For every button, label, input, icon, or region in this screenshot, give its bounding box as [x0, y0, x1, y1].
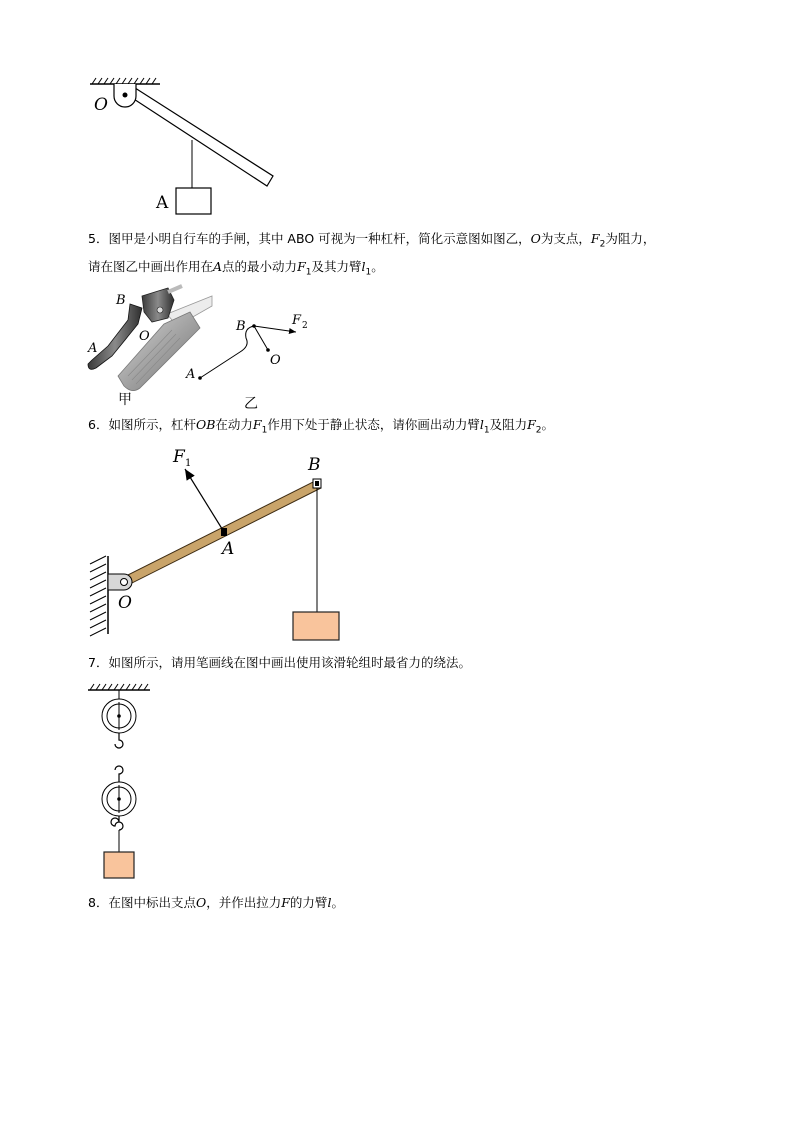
label-B: B	[236, 319, 246, 334]
label-O: O	[270, 353, 281, 368]
question-5-line2: 请在图乙中画出作用在A点的最小动力$F_1$及其力臂$l_1$。	[88, 259, 384, 278]
question-number: 6．	[88, 417, 109, 432]
label-F: F	[173, 447, 185, 467]
label-O: O	[139, 329, 150, 344]
label-F: F	[292, 313, 302, 328]
pulley-load-block	[104, 852, 134, 878]
question-number: 7．	[88, 655, 109, 670]
label-F-sub: 1	[185, 458, 192, 469]
figure-lever-ob	[84, 442, 354, 642]
figure-pulley-system	[84, 682, 164, 882]
label-A: A	[88, 341, 98, 356]
question-number: 8．	[88, 895, 109, 910]
label-B: B	[116, 293, 126, 308]
figure-lever-yi	[180, 308, 320, 412]
label-F-sub: 2	[302, 321, 308, 331]
figure-hanging-lever	[80, 76, 290, 221]
label-B: B	[308, 455, 321, 475]
label-A: A	[222, 539, 235, 559]
label-O: O	[94, 95, 108, 115]
question-6-line: 6．如图所示，杠杆OB在动力$F_1$作用下处于静止状态，请你画出动力臂$l_1$及阻力$F_2$。	[88, 417, 555, 436]
label-O: O	[118, 593, 132, 613]
label-A: A	[186, 367, 196, 382]
question-7-line: 7．如图所示，请用笔画线在图中画出使用该滑轮组时最省力的绕法。	[88, 655, 471, 670]
caption-yi: 乙	[244, 396, 258, 412]
question-5-line1: 5．图甲是小明自行车的手闸，其中 ABO 可视为一种杠杆，简化示意图如图乙，O为支点，$F_2$为阻力，	[88, 231, 656, 250]
hanging-block	[293, 612, 339, 640]
question-number: 5．	[88, 231, 109, 246]
label-A: A	[156, 193, 169, 213]
question-8-line: 8．在图中标出支点O，并作出拉力F的力臂l。	[88, 895, 344, 910]
caption-jia: 甲	[118, 392, 132, 408]
